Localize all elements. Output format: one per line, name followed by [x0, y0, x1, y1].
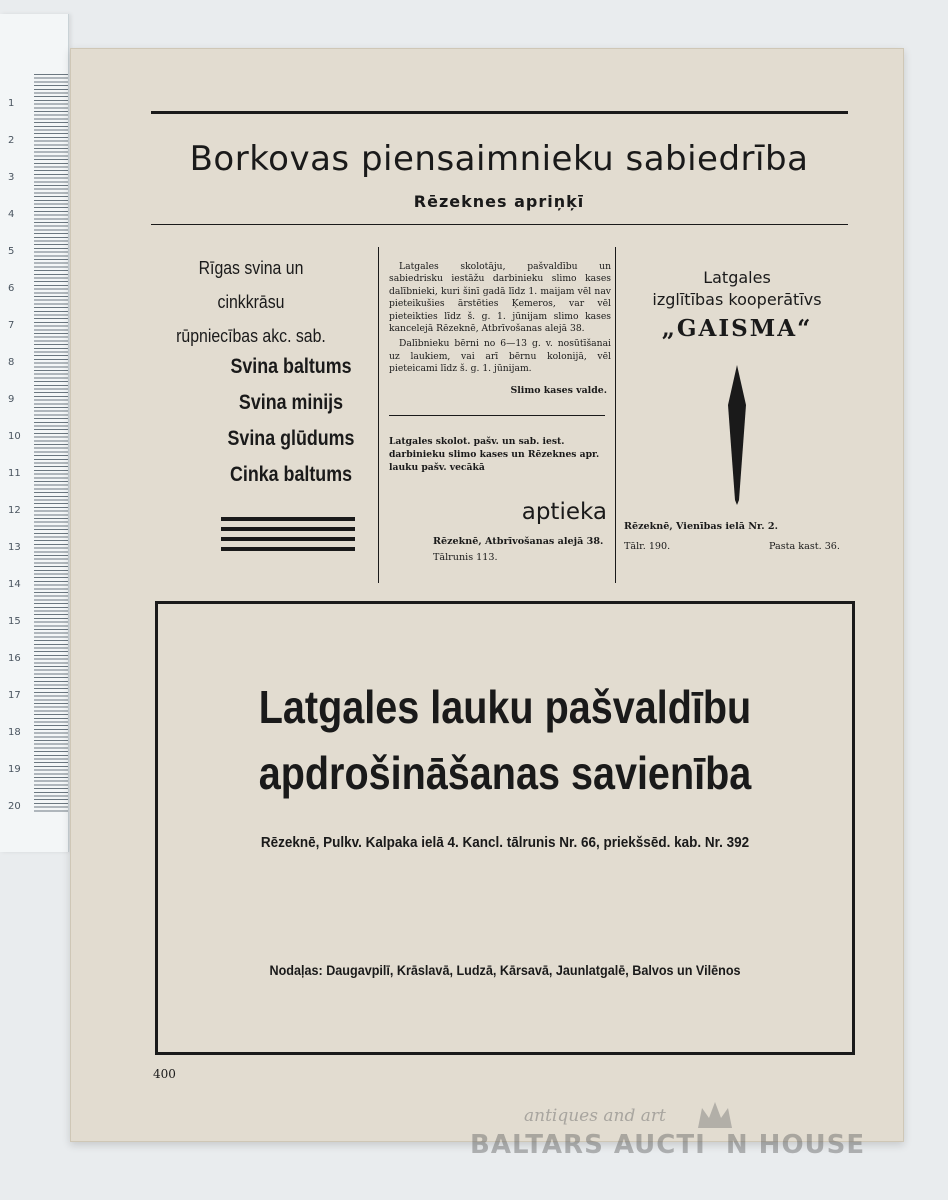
ruler-number: 15: [8, 616, 21, 627]
cooperative-pobox: Pasta kast. 36.: [769, 541, 840, 552]
ruler-number: 7: [8, 320, 15, 331]
product-item: Cinka baltums: [229, 463, 353, 486]
cooperative-intro: [619, 267, 855, 311]
insurance-branches: Nodaļas: Daugavpilī, Krāslavā, Ludzā, Kārsavā, Jaunlatgalē, Balvos un Vilēnos: [269, 962, 741, 978]
ruler-number: 10: [8, 431, 21, 442]
cooperative-name: „GAISMA“: [661, 315, 813, 342]
sick-fund-notice: [389, 261, 611, 379]
feather-pen-icon: [726, 365, 748, 505]
notice-paragraph: Dalībnieku bērni no 6—13 g. v. nosūtīšanai uz laukiem, vai arī bērnu kolonijā, vēl pieteicami līdz š. g. 1. jūnijam.: [389, 338, 611, 375]
header-divider: [151, 224, 848, 225]
top-rule: [151, 111, 848, 114]
ruler-number: 20: [8, 801, 21, 812]
ruler-number: 17: [8, 690, 21, 701]
watermark-brand: BALTARS AUCTI N HOUSE: [470, 1130, 866, 1160]
cooperative-address: Rēzeknē, Vienības ielā Nr. 2.: [624, 521, 778, 532]
pharmacy-intro: Latgales skolot. pašv. un sab. iest. darbinieku slimo kases un Rēzeknes apr. lauku pašv. vecākā: [389, 436, 600, 473]
ruler-number: 5: [8, 246, 15, 257]
column-divider-right: [615, 247, 616, 583]
ruler-ticks: [34, 74, 68, 812]
page-number: 400: [153, 1067, 176, 1081]
header-subtitle: Rēzeknes apriņķī: [413, 192, 585, 211]
insurance-title: [207, 674, 804, 806]
pharmacy-phone: Tālrunis 113.: [433, 552, 498, 563]
watermark-tagline: antiques and art: [524, 1106, 666, 1126]
measuring-ruler: [0, 14, 69, 852]
product-list: [215, 349, 368, 493]
cooperative-phone: Tālr. 190.: [624, 541, 671, 552]
insurance-address: Rēzeknē, Pulkv. Kalpaka ielā 4. Kancl. tālrunis Nr. 66, priekšsēd. kab. Nr. 392: [260, 834, 750, 851]
ruler-number: 11: [8, 468, 21, 479]
company-name-line: rūpniecības akc. sab.: [176, 326, 326, 346]
column-divider-left: [378, 247, 379, 583]
product-item: Svina glūdums: [227, 427, 355, 450]
ruler-number: 16: [8, 653, 21, 664]
ruler-number: 12: [8, 505, 21, 516]
insurance-title-line: apdrošināšanas savienība: [258, 747, 752, 799]
pharmacy-address: Rēzeknē, Atbrīvošanas alejā 38.: [433, 536, 604, 547]
header-title: Borkovas piensaimnieku sabiedrība: [189, 139, 809, 179]
ruler-number: 6: [8, 283, 15, 294]
insurance-advert-box: [155, 601, 855, 1055]
notice-divider: [389, 415, 605, 416]
notice-signature: Slimo kases valde.: [510, 385, 607, 396]
ruler-number: 18: [8, 727, 21, 738]
ruler-number: 13: [8, 542, 21, 553]
crown-icon: [696, 1100, 734, 1132]
ruler-number: 1: [8, 98, 15, 109]
cooperative-line: izglītības kooperātīvs: [652, 290, 822, 309]
ruler-number: 4: [8, 209, 15, 220]
insurance-title-line: Latgales lauku pašvaldību: [258, 681, 752, 733]
cooperative-line: Latgales: [703, 268, 771, 287]
document-page: [70, 48, 904, 1142]
notice-paragraph: Latgales skolotāju, pašvaldību un sabiedrisku iestāžu darbinieku slimo kases dalībnieki, kuri šinī gadā līdz 1. maijam vēl nav pieteikušies ārstēties Ķemeros, var vēl pieteikties līdz š. g. 1. jūnijam slimo kases kancelejā Rēzeknē, Atbrīvošanas alejā 38.: [389, 261, 611, 335]
ruler-number: 8: [8, 357, 15, 368]
ruler-number: 3: [8, 172, 15, 183]
ruler-number: 9: [8, 394, 15, 405]
company-name-line: Rīgas svina un cinkkrāsu: [198, 258, 304, 312]
ruler-number: 2: [8, 135, 15, 146]
pharmacy-title: aptieka: [521, 499, 607, 525]
ruler-number: 14: [8, 579, 21, 590]
product-item: Svina baltums: [230, 355, 352, 378]
company-name: [163, 251, 339, 353]
decorative-stripes: [221, 517, 355, 553]
product-item: Svina minijs: [238, 391, 344, 414]
ruler-number: 19: [8, 764, 21, 775]
